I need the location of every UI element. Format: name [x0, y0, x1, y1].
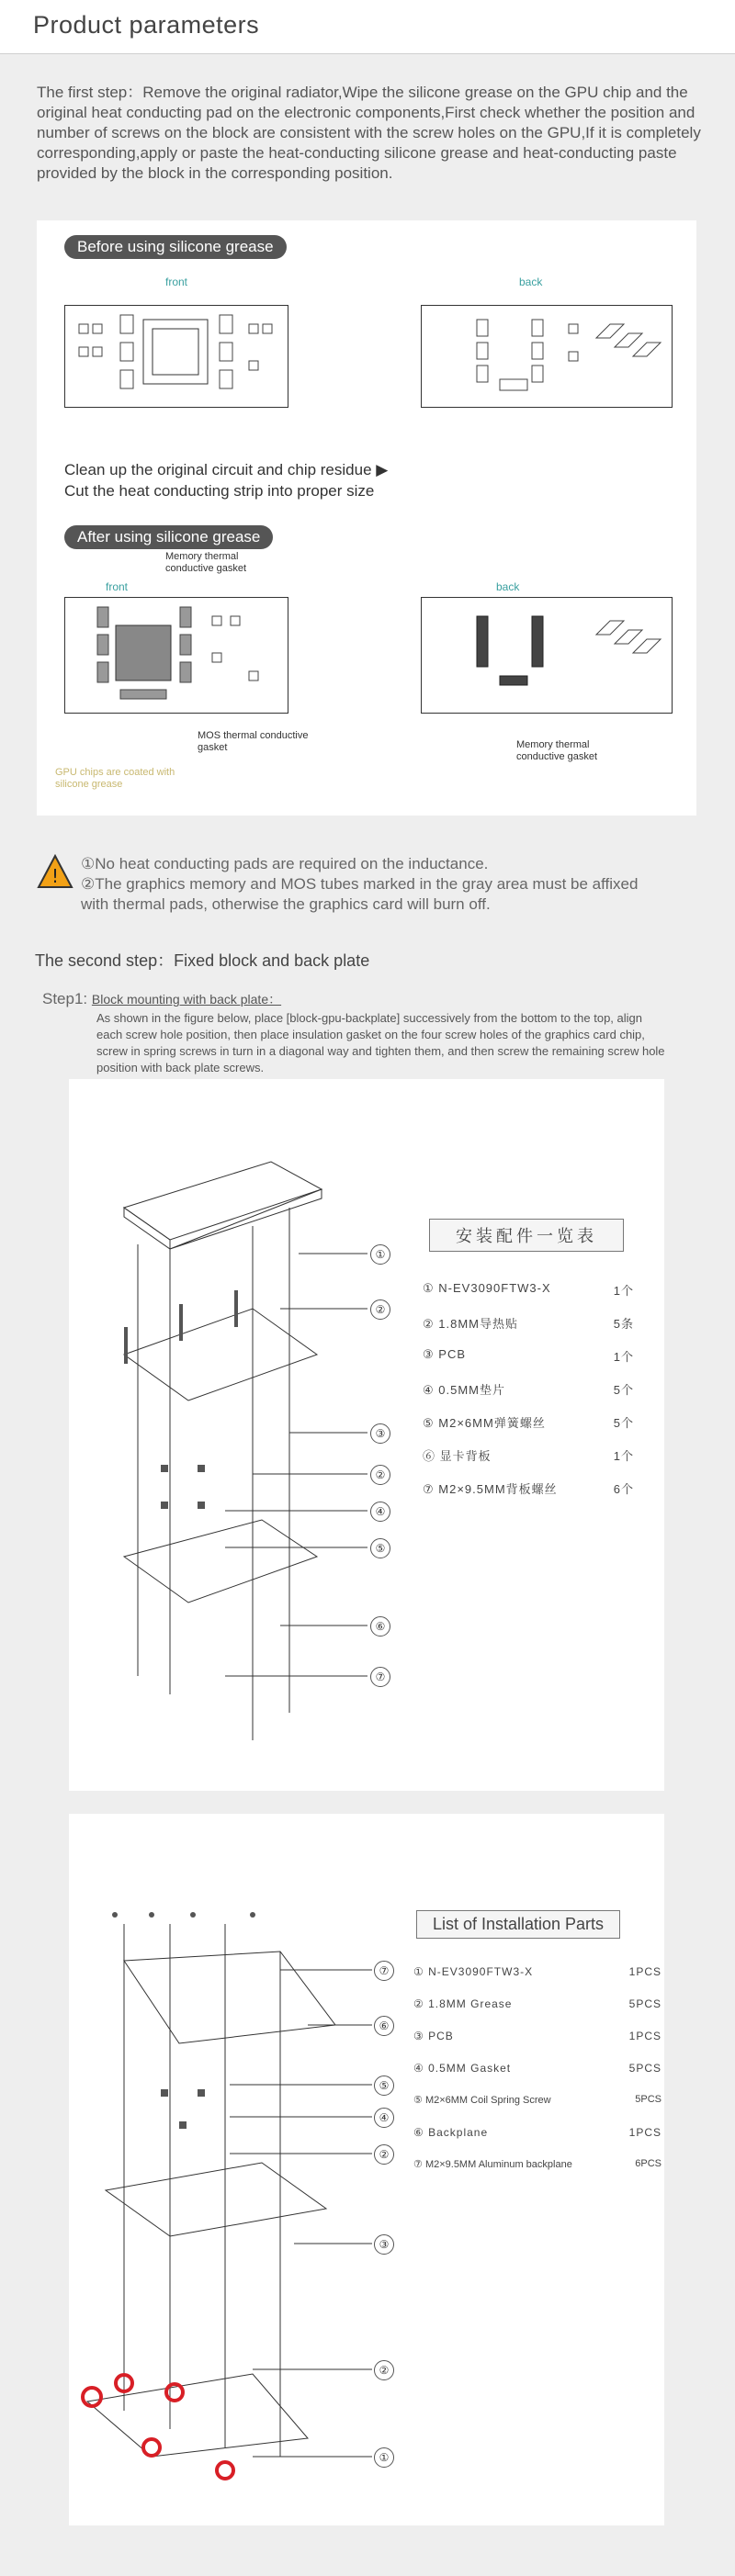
warning-icon	[37, 854, 74, 891]
part-row: ① N-EV3090FTW3-X 1个	[423, 1281, 634, 1298]
memory-gasket-label: Memory thermal conductive gasket	[165, 551, 247, 574]
pcb-back-drawing	[422, 306, 672, 407]
back-gasket-label: Memory thermal conductive gasket	[516, 739, 598, 762]
after-back-label: back	[496, 580, 520, 593]
svg-text:!: !	[51, 865, 60, 887]
pcb-front-image	[64, 305, 288, 408]
part-row: ⑤ M2×6MM Coil Spring Screw 5PCS	[413, 2094, 662, 2106]
callout-2b: ②	[370, 1465, 390, 1485]
callout-6: ⑥	[374, 2016, 394, 2036]
callout-6: ⑥	[370, 1616, 390, 1637]
pcb-back-greased-drawing	[422, 598, 672, 713]
callout-2b: ②	[374, 2360, 394, 2380]
before-grease-title: Before using silicone grease	[64, 235, 287, 259]
warning-line-1: ①No heat conducting pads are required on the inductance.	[81, 855, 489, 872]
callout-2: ②	[370, 1299, 390, 1320]
pcb-front-greased-drawing	[65, 598, 288, 713]
part-row: ④ 0.5MM垫片 5个	[423, 1383, 634, 1397]
step1-intro-text: The first step：Remove the original radiator,Wipe the silicone grease on the GPU chip and the original heat conducting pad on the electronic components,First check whether the position and number of screws on the block are consistent with the screw holes on the GPU,If it is completely corresponding,apply or paste the heat-conducting silicone grease and heat-conducting paste provided by the block in the corresponding position.	[37, 84, 701, 182]
installation-diagram-cn	[69, 1079, 664, 1791]
before-front-label: front	[165, 276, 188, 288]
step1-heading	[42, 990, 281, 1008]
part-row: ⑦ M2×9.5MM Aluminum backplane 6PCS	[413, 2158, 662, 2170]
part-row: ④ 0.5MM Gasket 5PCS	[413, 2062, 662, 2075]
parts-list-cn	[423, 1281, 652, 1513]
before-back-label: back	[519, 276, 543, 288]
step2-title: The second step：Fixed block and back plate	[35, 951, 370, 970]
cleanup-line-2: Cut the heat conducting strip into proper size	[64, 482, 375, 500]
thermal-instructions-panel	[37, 220, 696, 816]
callout-4: ④	[370, 1502, 390, 1522]
callout-7: ⑦	[370, 1667, 390, 1687]
header-bar	[0, 0, 735, 54]
callout-5: ⑤	[374, 2075, 394, 2096]
part-row: ③ PCB 1PCS	[413, 2030, 662, 2042]
part-row: ① N-EV3090FTW3-X 1PCS	[413, 1965, 662, 1978]
step2-description: As shown in the figure below, place [block-gpu-backplate] successively from the bottom to the top, align each screw hole position, then place insulation gasket on the four screw holes of the graphics card chip, screw in spring screws in turn in a diagonal way and tighten them, and then screw the remaining screw hole position with back plate screws.	[96, 1011, 665, 1074]
gpu-coated-label: GPU chips are coated with silicone grease	[55, 767, 175, 790]
after-front-label: front	[106, 580, 129, 593]
mos-gasket-label: MOS thermal conductive gasket	[198, 730, 309, 753]
pcb-front-drawing	[65, 306, 288, 407]
callout-1: ①	[374, 2447, 394, 2468]
parts-table-title-en: List of Installation Parts	[416, 1910, 620, 1939]
part-row: ⑥ Backplane 1PCS	[413, 2126, 662, 2139]
pcb-back-greased-image	[421, 597, 673, 714]
callout-3: ③	[374, 2234, 394, 2255]
cleanup-line-1: Clean up the original circuit and chip residue ▶	[64, 461, 389, 478]
part-row: ② 1.8MM导热贴 5条	[423, 1317, 634, 1331]
part-row: ② 1.8MM Grease 5PCS	[413, 1997, 662, 2010]
warning-line-2: ②The graphics memory and MOS tubes marked in the gray area must be affixed with thermal pads, otherwise the graphics card will burn off.	[81, 875, 639, 913]
step1-subtitle: Block mounting with back plate：	[91, 992, 282, 1007]
part-row: ⑦ M2×9.5MM背板螺丝 6个	[423, 1482, 634, 1496]
callout-3: ③	[370, 1423, 390, 1444]
part-row: ⑥ 显卡背板 1个	[423, 1449, 634, 1463]
callout-7: ⑦	[374, 1961, 394, 1981]
callout-4: ④	[374, 2108, 394, 2128]
after-grease-title: After using silicone grease	[64, 525, 273, 549]
installation-diagram-en	[69, 1814, 664, 2525]
pcb-front-greased-image	[64, 597, 288, 714]
parts-table-title-cn: 安装配件一览表	[429, 1219, 624, 1252]
part-row: ⑤ M2×6MM弹簧螺丝 5个	[423, 1416, 634, 1430]
parts-list-en	[413, 1965, 662, 2190]
part-row: ③ PCB 1个	[423, 1347, 634, 1364]
triangle-right-icon: ▶	[371, 461, 389, 478]
callout-2: ②	[374, 2144, 394, 2165]
pcb-back-image	[421, 305, 673, 408]
page-title: Product parameters	[33, 11, 260, 39]
step1-label: Step1:	[42, 990, 88, 1007]
callout-5: ⑤	[370, 1538, 390, 1558]
callout-1: ①	[370, 1244, 390, 1265]
